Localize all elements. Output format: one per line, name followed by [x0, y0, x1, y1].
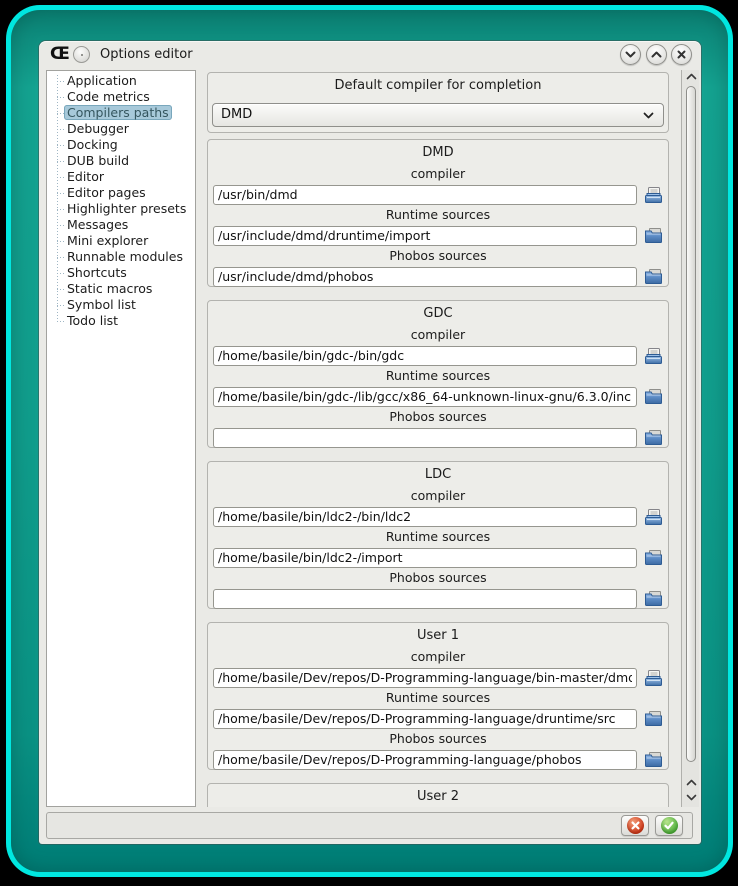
browse-folder-button[interactable]: [643, 751, 663, 769]
browse-folder-button[interactable]: [643, 268, 663, 286]
folder-icon: [645, 389, 662, 404]
group-user1: [207, 622, 669, 770]
sidebar-item-static-macros[interactable]: [47, 281, 195, 297]
sidebar-item-label: Application: [67, 73, 137, 88]
compilers-paths-panel: [205, 70, 681, 807]
folder-icon: [645, 269, 662, 284]
dmd-compiler-input[interactable]: [213, 185, 637, 205]
field-label: Phobos sources: [389, 248, 487, 263]
sidebar-item-label: Highlighter presets: [67, 201, 187, 216]
section-title: Default compiler for completion: [334, 78, 542, 93]
sidebar-item-todo-list[interactable]: [47, 313, 195, 329]
open-file-icon: [645, 509, 662, 525]
group-title: LDC: [424, 467, 452, 482]
sidebar-item-label: Compilers paths: [64, 105, 172, 120]
coedit-logo-icon: Œ: [50, 44, 70, 64]
field-label: compiler: [410, 649, 466, 664]
group-title: User 2: [416, 789, 460, 804]
vertical-scrollbar[interactable]: [681, 70, 699, 807]
minimize-button[interactable]: [620, 44, 641, 65]
sidebar-item-editor[interactable]: [47, 169, 195, 185]
sidebar-item-label: Static macros: [67, 281, 153, 296]
browse-folder-button[interactable]: [643, 710, 663, 728]
sidebar-item-editor-pages[interactable]: [47, 185, 195, 201]
group-title: GDC: [423, 306, 453, 321]
browse-folder-button[interactable]: [643, 227, 663, 245]
browse-file-button[interactable]: [643, 186, 663, 204]
combo-selected-value: DMD: [221, 107, 253, 122]
field-label: compiler: [410, 166, 466, 181]
chevron-down-icon: [686, 794, 697, 801]
sidebar-item-label: Shortcuts: [67, 265, 127, 280]
group-title: User 1: [416, 628, 460, 643]
gdc-compiler-input[interactable]: [213, 346, 637, 366]
open-file-icon: [645, 187, 662, 203]
field-label: Runtime sources: [385, 690, 491, 705]
browse-file-button[interactable]: [643, 669, 663, 687]
browse-folder-button[interactable]: [643, 429, 663, 447]
sidebar-item-symbol-list[interactable]: [47, 297, 195, 313]
scroll-down-button[interactable]: [683, 794, 699, 801]
field-label: Runtime sources: [385, 207, 491, 222]
window-frame: [11, 10, 728, 872]
browse-folder-button[interactable]: [643, 549, 663, 567]
field-label: Runtime sources: [385, 368, 491, 383]
default-compiler-select[interactable]: [212, 103, 664, 127]
open-file-icon: [645, 348, 662, 364]
chevron-up-icon: [686, 779, 697, 786]
scroll-up-button[interactable]: [683, 73, 699, 80]
open-file-icon: [645, 670, 662, 686]
scroll-up-button[interactable]: [683, 779, 699, 786]
sidebar-item-messages[interactable]: [47, 217, 195, 233]
group-dmd: [207, 139, 669, 287]
sidebar-item-highlighter-presets[interactable]: [47, 201, 195, 217]
field-label: compiler: [410, 488, 466, 503]
cancel-icon: [627, 817, 644, 834]
ldc-runtime-input[interactable]: [213, 548, 637, 568]
sidebar-item-label: Runnable modules: [67, 249, 183, 264]
cancel-button[interactable]: [621, 815, 649, 836]
chevron-down-icon: [643, 112, 654, 119]
folder-icon: [645, 550, 662, 565]
folder-icon: [645, 228, 662, 243]
field-label: Phobos sources: [389, 731, 487, 746]
browse-folder-button[interactable]: [643, 590, 663, 608]
sidebar-item-shortcuts[interactable]: [47, 265, 195, 281]
user1-runtime-input[interactable]: [213, 709, 637, 729]
dialog-footer: [46, 812, 693, 839]
sidebar-item-compilers-paths[interactable]: [47, 105, 195, 121]
folder-icon: [645, 430, 662, 445]
sidebar-item-code-metrics[interactable]: [47, 89, 195, 105]
scrollbar-thumb[interactable]: [686, 86, 696, 762]
folder-icon: [645, 752, 662, 767]
sidebar-item-label: Editor: [67, 169, 104, 184]
browse-folder-button[interactable]: [643, 388, 663, 406]
sidebar-item-runnable-modules[interactable]: [47, 249, 195, 265]
sidebar-item-dub-build[interactable]: [47, 153, 195, 169]
group-ldc: [207, 461, 669, 609]
sidebar-item-label: Docking: [67, 137, 118, 152]
sidebar-item-application[interactable]: [47, 73, 195, 89]
group-user2: [207, 783, 669, 807]
maximize-button[interactable]: [646, 44, 667, 65]
browse-file-button[interactable]: [643, 347, 663, 365]
window-frame-glow: [6, 5, 733, 877]
sidebar-item-label: DUB build: [67, 153, 130, 168]
default-compiler-section: [207, 72, 669, 133]
chevron-down-icon: [625, 51, 636, 58]
sidebar-item-label: Code metrics: [67, 89, 150, 104]
close-button[interactable]: [671, 44, 692, 65]
sidebar-item-label: Todo list: [67, 313, 119, 328]
user1-phobos-input[interactable]: [213, 750, 637, 770]
field-label: Phobos sources: [389, 409, 487, 424]
dmd-phobos-input[interactable]: [213, 267, 637, 287]
gdc-phobos-input[interactable]: [213, 428, 637, 448]
sidebar-item-mini-explorer[interactable]: [47, 233, 195, 249]
sidebar-item-label: Symbol list: [67, 297, 136, 312]
sidebar-item-label: Debugger: [67, 121, 129, 136]
ldc-compiler-input[interactable]: [213, 507, 637, 527]
ldc-phobos-input[interactable]: [213, 589, 637, 609]
window-title: Options editor: [100, 47, 193, 62]
sidebar-item-label: Messages: [67, 217, 129, 232]
group-title: DMD: [422, 145, 454, 160]
window-menu-button[interactable]: [73, 46, 90, 63]
group-gdc: [207, 300, 669, 448]
sidebar-item-debugger[interactable]: [47, 121, 195, 137]
categories-tree: [46, 70, 196, 807]
sidebar-item-label: Editor pages: [67, 185, 146, 200]
close-icon: [677, 50, 686, 59]
gdc-runtime-input[interactable]: [213, 387, 637, 407]
chevron-up-icon: [651, 51, 662, 58]
field-label: Runtime sources: [385, 529, 491, 544]
field-label: Phobos sources: [389, 570, 487, 585]
browse-file-button[interactable]: [643, 508, 663, 526]
folder-icon: [645, 711, 662, 726]
folder-icon: [645, 591, 662, 606]
field-label: compiler: [410, 327, 466, 342]
accept-icon: [661, 817, 678, 834]
user1-compiler-input[interactable]: [213, 668, 637, 688]
dmd-runtime-input[interactable]: [213, 226, 637, 246]
sidebar-item-label: Mini explorer: [67, 233, 149, 248]
chevron-up-icon: [686, 73, 697, 80]
titlebar[interactable]: [39, 41, 701, 68]
accept-button[interactable]: [655, 815, 683, 836]
sidebar-item-docking[interactable]: [47, 137, 195, 153]
options-editor-window: [39, 41, 701, 844]
